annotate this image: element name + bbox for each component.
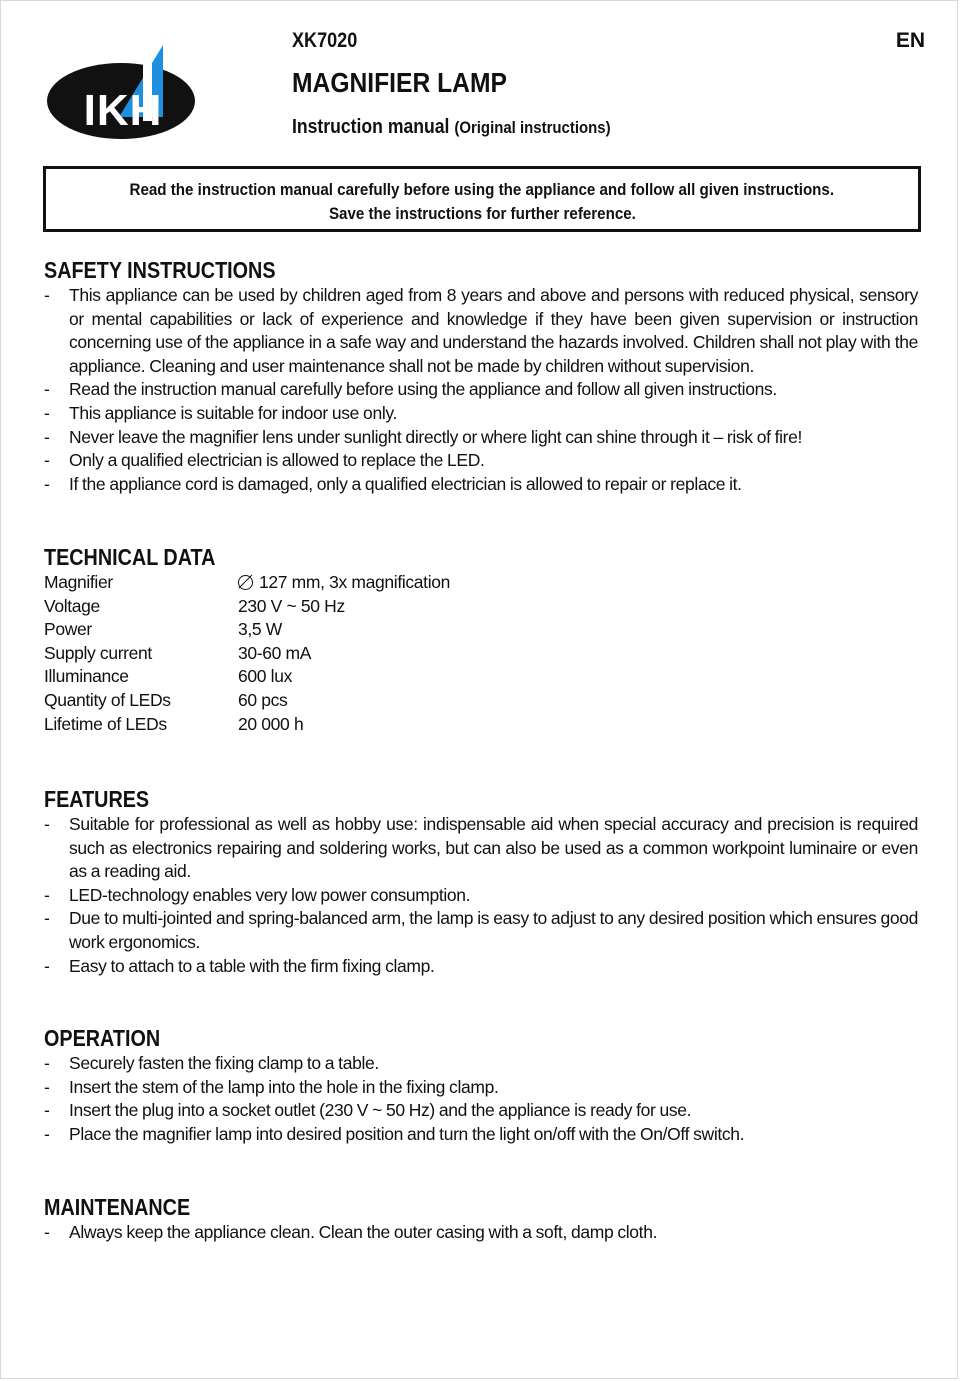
tech-label: Illuminance: [44, 666, 129, 687]
notice-line-2: Save the instructions for further reference.: [328, 204, 636, 223]
ikh-logo: [45, 43, 201, 143]
tech-value: 600 lux: [238, 666, 292, 687]
operation-section: [44, 1025, 918, 1146]
list-item: - If the appliance cord is damaged, only a qualified electrician is allowed to repair or replace it.: [44, 473, 918, 497]
tech-label: Power: [44, 619, 92, 640]
features-section: [44, 786, 918, 978]
list-item: - This appliance can be used by children aged from 8 years and above and persons with reduced physical, sensory or mental capabilities or lack of experience and knowledge if they have been given supervision or instruction concerning use of the appliance in a safe way and understand the hazards involved. Children shall not play with the appliance. Cleaning and user maintenance shall not be made by children without supervision.: [44, 284, 918, 378]
maintenance-section: [44, 1194, 918, 1245]
list-item: - Never leave the magnifier lens under sunlight directly or where light can shine through it – risk of fire!: [44, 426, 918, 450]
list-item: - Insert the plug into a socket outlet (230 V ~ 50 Hz) and the appliance is ready for use.: [44, 1099, 918, 1123]
safety-title: SAFETY INSTRUCTIONS: [44, 257, 276, 283]
tech-label: Voltage: [44, 595, 100, 616]
tech-label: Magnifier: [44, 572, 113, 592]
features-list: [44, 813, 918, 978]
language-code: EN: [895, 29, 925, 52]
tech-value: 30-60 mA: [238, 642, 312, 663]
list-item: - Insert the stem of the lamp into the hole in the fixing clamp.: [44, 1076, 918, 1100]
tech-label: Quantity of LEDs: [44, 689, 171, 710]
list-item: - LED-technology enables very low power consumption.: [44, 884, 918, 908]
tech-value: 230 V ~ 50 Hz: [238, 595, 345, 616]
diameter-icon: [238, 575, 253, 590]
tech-value: 20 000 h: [238, 713, 304, 734]
notice-box: [43, 166, 921, 232]
model-number: XK7020: [292, 29, 358, 52]
subtitle-note: (Original instructions): [454, 118, 611, 137]
notice-line-1: Read the instruction manual carefully before using the appliance and follow all given instructions.: [129, 180, 835, 199]
list-item: - Easy to attach to a table with the firm fixing clamp.: [44, 955, 918, 979]
features-title: FEATURES: [44, 786, 150, 812]
list-item: - Suitable for professional as well as hobby use: indispensable aid when special accuracy and precision is required such as electronics repairing and soldering works, but can also be used as a common workpoint luminaire or even as a reading aid.: [44, 813, 918, 884]
svg-text:IKH: IKH: [83, 86, 163, 135]
safety-section: [44, 257, 918, 496]
list-item: - Always keep the appliance clean. Clean the outer casing with a soft, damp cloth.: [44, 1221, 918, 1245]
technical-title: TECHNICAL DATA: [44, 544, 216, 570]
operation-title: OPERATION: [44, 1025, 161, 1051]
page-subtitle: [292, 116, 611, 139]
list-item: - This appliance is suitable for indoor use only.: [44, 402, 918, 426]
maintenance-title: MAINTENANCE: [44, 1194, 191, 1220]
tech-label: Supply current: [44, 642, 152, 663]
tech-value: 3,5 W: [238, 619, 282, 640]
list-item: - Read the instruction manual carefully before using the appliance and follow all given instructions.: [44, 378, 918, 402]
tech-label: Lifetime of LEDs: [44, 713, 167, 734]
tech-value: 60 pcs: [238, 689, 288, 710]
technical-section: [44, 544, 918, 736]
page-title: MAGNIFIER LAMP: [292, 67, 507, 98]
maintenance-list: [44, 1221, 918, 1245]
subtitle-main: Instruction manual: [292, 116, 450, 138]
tech-value: 127 mm, 3x magnification: [238, 571, 638, 595]
list-item: - Place the magnifier lamp into desired position and turn the light on/off with the On/Off switch.: [44, 1123, 918, 1147]
list-item: - Only a qualified electrician is allowed to replace the LED.: [44, 449, 918, 473]
list-item: - Securely fasten the fixing clamp to a table.: [44, 1052, 918, 1076]
operation-list: [44, 1052, 918, 1146]
list-item: - Due to multi-jointed and spring-balanced arm, the lamp is easy to adjust to any desired position which ensures good work ergonomics.: [44, 907, 918, 954]
technical-table: [44, 571, 918, 736]
safety-list: [44, 284, 918, 496]
